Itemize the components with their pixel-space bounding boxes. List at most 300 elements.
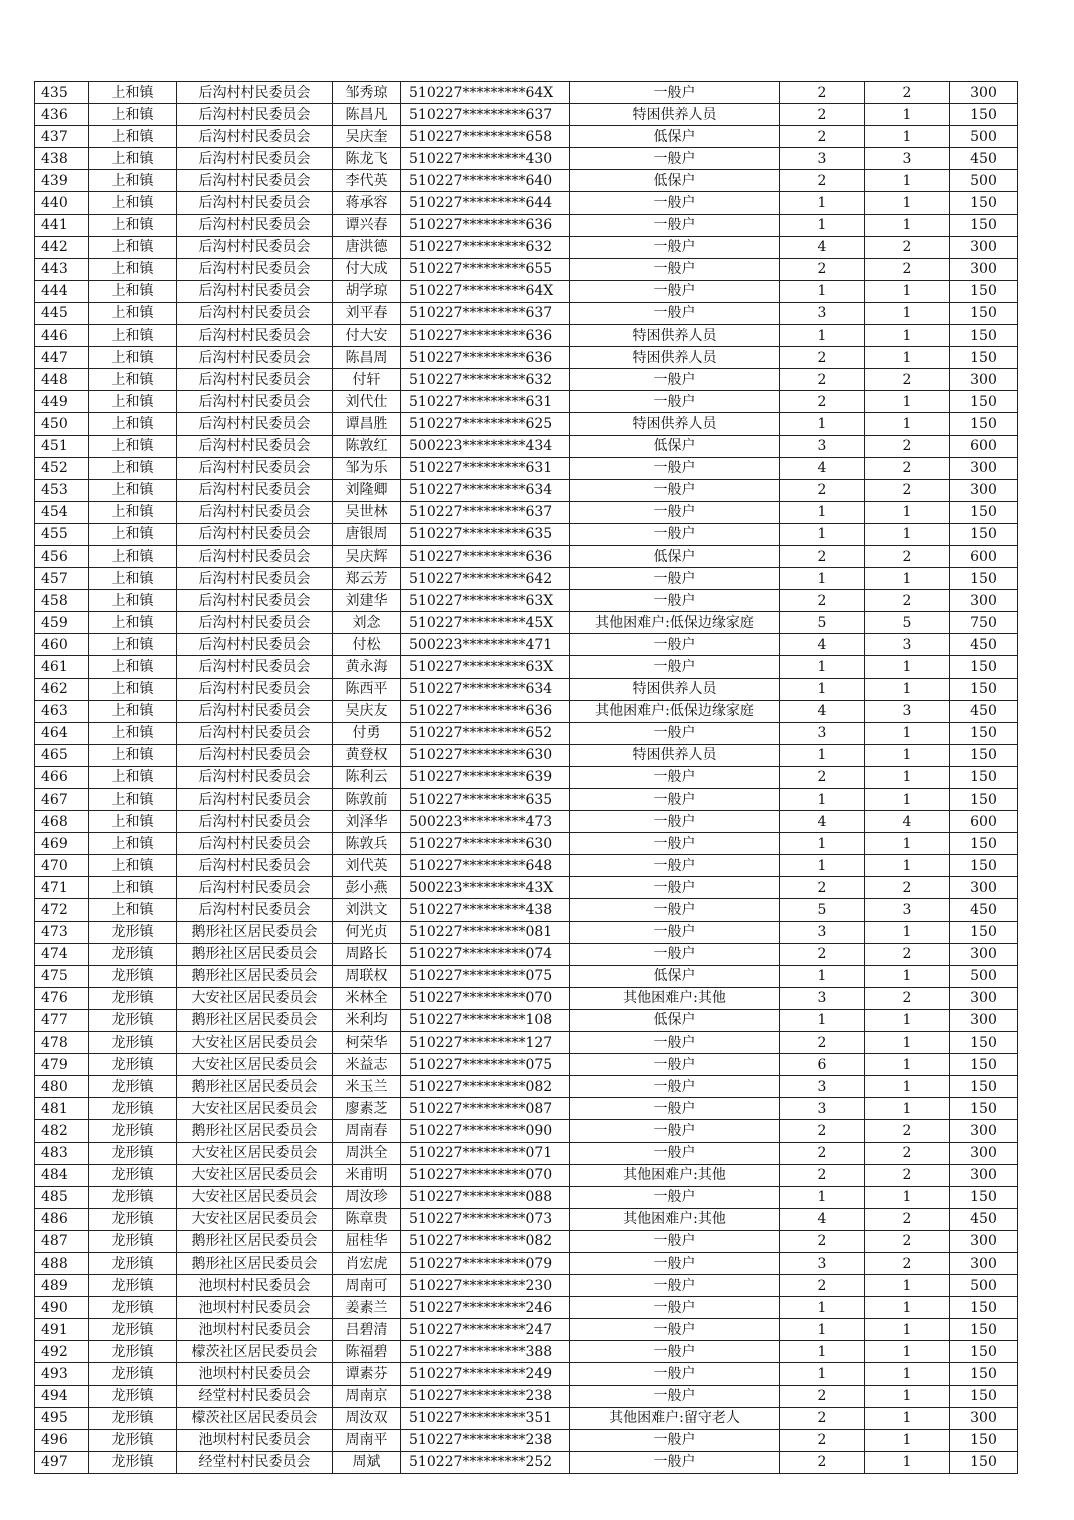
- member-count-cell: 1: [865, 678, 950, 700]
- table-row: [35, 1120, 1018, 1142]
- household-size-cell: 1: [780, 1341, 865, 1363]
- household-name-cell: 刘建华: [333, 590, 401, 612]
- village-committee-cell: 池坝村村民委员会: [177, 1297, 333, 1319]
- table-row: [35, 1186, 1018, 1208]
- household-type-cell: 一般户: [570, 1252, 780, 1274]
- village-committee-cell: 后沟村村民委员会: [177, 568, 333, 590]
- household-name-cell: 周联权: [333, 965, 401, 987]
- member-count-cell: 1: [865, 766, 950, 788]
- amount-cell: 150: [950, 766, 1018, 788]
- member-count-cell: 1: [865, 104, 950, 126]
- village-committee-cell: 池坝村村民委员会: [177, 1429, 333, 1451]
- table-row: [35, 1208, 1018, 1230]
- household-name-cell: 陈利云: [333, 766, 401, 788]
- member-count-cell: 2: [865, 457, 950, 479]
- table-row: [35, 833, 1018, 855]
- town-cell: 上和镇: [89, 258, 177, 280]
- table-row: [35, 523, 1018, 545]
- table-row: [35, 634, 1018, 656]
- household-type-cell: 一般户: [570, 943, 780, 965]
- town-cell: 上和镇: [89, 369, 177, 391]
- household-name-cell: 刘洪文: [333, 899, 401, 921]
- id-number-cell: 510227*********631: [401, 391, 570, 413]
- row-number-cell: 459: [35, 612, 89, 634]
- village-committee-cell: 大安社区居民委员会: [177, 987, 333, 1009]
- amount-cell: 450: [950, 1208, 1018, 1230]
- household-name-cell: 陈敦前: [333, 789, 401, 811]
- town-cell: 上和镇: [89, 192, 177, 214]
- town-cell: 上和镇: [89, 678, 177, 700]
- table-row: [35, 1363, 1018, 1385]
- member-count-cell: 2: [865, 1208, 950, 1230]
- town-cell: 龙形镇: [89, 1297, 177, 1319]
- village-committee-cell: 后沟村村民委员会: [177, 391, 333, 413]
- id-number-cell: 510227*********625: [401, 413, 570, 435]
- amount-cell: 150: [950, 1341, 1018, 1363]
- row-number-cell: 442: [35, 236, 89, 258]
- table-row: [35, 302, 1018, 324]
- id-number-cell: 510227*********073: [401, 1208, 570, 1230]
- row-number-cell: 482: [35, 1120, 89, 1142]
- town-cell: 龙形镇: [89, 1252, 177, 1274]
- id-number-cell: 510227*********430: [401, 148, 570, 170]
- row-number-cell: 449: [35, 391, 89, 413]
- amount-cell: 150: [950, 104, 1018, 126]
- household-size-cell: 2: [780, 1429, 865, 1451]
- member-count-cell: 2: [865, 236, 950, 258]
- town-cell: 龙形镇: [89, 1164, 177, 1186]
- village-committee-cell: 后沟村村民委员会: [177, 656, 333, 678]
- amount-cell: 300: [950, 236, 1018, 258]
- amount-cell: 450: [950, 148, 1018, 170]
- household-size-cell: 2: [780, 82, 865, 104]
- village-committee-cell: 后沟村村民委员会: [177, 833, 333, 855]
- member-count-cell: 1: [865, 855, 950, 877]
- amount-cell: 300: [950, 258, 1018, 280]
- id-number-cell: 510227*********644: [401, 192, 570, 214]
- amount-cell: 150: [950, 302, 1018, 324]
- amount-cell: 150: [950, 501, 1018, 523]
- amount-cell: 300: [950, 1230, 1018, 1252]
- household-name-cell: 米利均: [333, 1009, 401, 1031]
- household-size-cell: 4: [780, 811, 865, 833]
- row-number-cell: 466: [35, 766, 89, 788]
- household-type-cell: 低保户: [570, 545, 780, 567]
- household-name-cell: 米玉兰: [333, 1076, 401, 1098]
- town-cell: 上和镇: [89, 148, 177, 170]
- village-committee-cell: 后沟村村民委员会: [177, 435, 333, 457]
- household-type-cell: 一般户: [570, 1385, 780, 1407]
- town-cell: 上和镇: [89, 391, 177, 413]
- household-type-cell: 一般户: [570, 634, 780, 656]
- id-number-cell: 510227*********63X: [401, 656, 570, 678]
- household-name-cell: 黄永海: [333, 656, 401, 678]
- household-name-cell: 陈敦红: [333, 435, 401, 457]
- household-name-cell: 周南京: [333, 1385, 401, 1407]
- household-size-cell: 1: [780, 744, 865, 766]
- household-type-cell: 一般户: [570, 1098, 780, 1120]
- town-cell: 龙形镇: [89, 1230, 177, 1252]
- table-row: [35, 391, 1018, 413]
- village-committee-cell: 大安社区居民委员会: [177, 1186, 333, 1208]
- table-row: [35, 1098, 1018, 1120]
- amount-cell: 600: [950, 435, 1018, 457]
- table-row: [35, 987, 1018, 1009]
- household-type-cell: 一般户: [570, 568, 780, 590]
- household-type-cell: 其他困难户:低保边缘家庭: [570, 612, 780, 634]
- amount-cell: 500: [950, 1275, 1018, 1297]
- row-number-cell: 485: [35, 1186, 89, 1208]
- row-number-cell: 484: [35, 1164, 89, 1186]
- table-row: [35, 1341, 1018, 1363]
- town-cell: 上和镇: [89, 325, 177, 347]
- household-type-cell: 其他困难户:其他: [570, 1208, 780, 1230]
- member-count-cell: 1: [865, 391, 950, 413]
- village-committee-cell: 鹅形社区居民委员会: [177, 921, 333, 943]
- row-number-cell: 483: [35, 1142, 89, 1164]
- table-row: [35, 1142, 1018, 1164]
- amount-cell: 150: [950, 1076, 1018, 1098]
- household-size-cell: 3: [780, 722, 865, 744]
- amount-cell: 600: [950, 545, 1018, 567]
- household-name-cell: 唐洪德: [333, 236, 401, 258]
- row-number-cell: 452: [35, 457, 89, 479]
- table-row: [35, 612, 1018, 634]
- table-row: [35, 545, 1018, 567]
- household-name-cell: 唐银周: [333, 523, 401, 545]
- row-number-cell: 488: [35, 1252, 89, 1274]
- row-number-cell: 440: [35, 192, 89, 214]
- member-count-cell: 1: [865, 833, 950, 855]
- id-number-cell: 510227*********631: [401, 457, 570, 479]
- row-number-cell: 490: [35, 1297, 89, 1319]
- town-cell: 上和镇: [89, 214, 177, 236]
- table-row: [35, 413, 1018, 435]
- household-name-cell: 刘念: [333, 612, 401, 634]
- member-count-cell: 1: [865, 413, 950, 435]
- table-row: [35, 766, 1018, 788]
- row-number-cell: 464: [35, 722, 89, 744]
- id-number-cell: 510227*********075: [401, 1054, 570, 1076]
- household-size-cell: 1: [780, 501, 865, 523]
- household-size-cell: 3: [780, 302, 865, 324]
- id-number-cell: 510227*********636: [401, 347, 570, 369]
- household-size-cell: 1: [780, 413, 865, 435]
- village-committee-cell: 后沟村村民委员会: [177, 590, 333, 612]
- amount-cell: 150: [950, 1451, 1018, 1473]
- household-size-cell: 2: [780, 170, 865, 192]
- household-name-cell: 吴世林: [333, 501, 401, 523]
- village-committee-cell: 鹅形社区居民委员会: [177, 1009, 333, 1031]
- id-number-cell: 510227*********127: [401, 1032, 570, 1054]
- amount-cell: 150: [950, 1098, 1018, 1120]
- household-name-cell: 陈昌周: [333, 347, 401, 369]
- town-cell: 上和镇: [89, 833, 177, 855]
- id-number-cell: 510227*********658: [401, 126, 570, 148]
- household-name-cell: 黄登权: [333, 744, 401, 766]
- household-type-cell: 一般户: [570, 192, 780, 214]
- household-type-cell: 特困供养人员: [570, 678, 780, 700]
- row-number-cell: 474: [35, 943, 89, 965]
- village-committee-cell: 后沟村村民委员会: [177, 280, 333, 302]
- member-count-cell: 2: [865, 877, 950, 899]
- amount-cell: 150: [950, 214, 1018, 236]
- town-cell: 上和镇: [89, 899, 177, 921]
- village-committee-cell: 后沟村村民委员会: [177, 479, 333, 501]
- household-name-cell: 米甫明: [333, 1164, 401, 1186]
- town-cell: 上和镇: [89, 744, 177, 766]
- amount-cell: 150: [950, 325, 1018, 347]
- household-name-cell: 吴庆辉: [333, 545, 401, 567]
- village-committee-cell: 后沟村村民委员会: [177, 170, 333, 192]
- row-number-cell: 448: [35, 369, 89, 391]
- row-number-cell: 497: [35, 1451, 89, 1473]
- household-size-cell: 4: [780, 634, 865, 656]
- amount-cell: 300: [950, 479, 1018, 501]
- table-row: [35, 192, 1018, 214]
- household-type-cell: 一般户: [570, 457, 780, 479]
- town-cell: 上和镇: [89, 722, 177, 744]
- member-count-cell: 2: [865, 545, 950, 567]
- town-cell: 龙形镇: [89, 1009, 177, 1031]
- village-committee-cell: 后沟村村民委员会: [177, 126, 333, 148]
- household-size-cell: 2: [780, 479, 865, 501]
- household-size-cell: 4: [780, 236, 865, 258]
- town-cell: 龙形镇: [89, 1186, 177, 1208]
- household-type-cell: 一般户: [570, 766, 780, 788]
- amount-cell: 500: [950, 126, 1018, 148]
- row-number-cell: 477: [35, 1009, 89, 1031]
- row-number-cell: 456: [35, 545, 89, 567]
- town-cell: 上和镇: [89, 501, 177, 523]
- row-number-cell: 457: [35, 568, 89, 590]
- member-count-cell: 2: [865, 1164, 950, 1186]
- household-size-cell: 1: [780, 1186, 865, 1208]
- household-name-cell: 陈敦兵: [333, 833, 401, 855]
- id-number-cell: 510227*********438: [401, 899, 570, 921]
- town-cell: 龙形镇: [89, 1275, 177, 1297]
- row-number-cell: 472: [35, 899, 89, 921]
- table-row: [35, 921, 1018, 943]
- household-size-cell: 2: [780, 1407, 865, 1429]
- table-row: [35, 1009, 1018, 1031]
- table-row: [35, 1076, 1018, 1098]
- household-type-cell: 一般户: [570, 921, 780, 943]
- member-count-cell: 1: [865, 1429, 950, 1451]
- id-number-cell: 510227*********074: [401, 943, 570, 965]
- table-row: [35, 1032, 1018, 1054]
- town-cell: 上和镇: [89, 82, 177, 104]
- id-number-cell: 510227*********632: [401, 236, 570, 258]
- table-row: [35, 104, 1018, 126]
- amount-cell: 750: [950, 612, 1018, 634]
- amount-cell: 450: [950, 700, 1018, 722]
- id-number-cell: 510227*********637: [401, 302, 570, 324]
- member-count-cell: 1: [865, 965, 950, 987]
- id-number-cell: 510227*********082: [401, 1230, 570, 1252]
- village-committee-cell: 后沟村村民委员会: [177, 457, 333, 479]
- town-cell: 龙形镇: [89, 1120, 177, 1142]
- member-count-cell: 1: [865, 568, 950, 590]
- id-number-cell: 510227*********637: [401, 501, 570, 523]
- amount-cell: 150: [950, 1032, 1018, 1054]
- amount-cell: 150: [950, 1429, 1018, 1451]
- amount-cell: 300: [950, 82, 1018, 104]
- row-number-cell: 468: [35, 811, 89, 833]
- member-count-cell: 2: [865, 590, 950, 612]
- household-type-cell: 其他困难户:其他: [570, 987, 780, 1009]
- household-type-cell: 一般户: [570, 391, 780, 413]
- household-name-cell: 吕碧清: [333, 1319, 401, 1341]
- town-cell: 上和镇: [89, 590, 177, 612]
- table-row: [35, 435, 1018, 457]
- row-number-cell: 441: [35, 214, 89, 236]
- village-committee-cell: 鹅形社区居民委员会: [177, 1120, 333, 1142]
- row-number-cell: 463: [35, 700, 89, 722]
- household-size-cell: 3: [780, 1098, 865, 1120]
- household-type-cell: 一般户: [570, 148, 780, 170]
- household-name-cell: 陈章贵: [333, 1208, 401, 1230]
- town-cell: 上和镇: [89, 545, 177, 567]
- household-name-cell: 谭素芬: [333, 1363, 401, 1385]
- table-row: [35, 1407, 1018, 1429]
- table-row: [35, 678, 1018, 700]
- table-row: [35, 1429, 1018, 1451]
- household-type-cell: 特困供养人员: [570, 325, 780, 347]
- village-committee-cell: 后沟村村民委员会: [177, 236, 333, 258]
- id-number-cell: 510227*********081: [401, 921, 570, 943]
- id-number-cell: 510227*********642: [401, 568, 570, 590]
- town-cell: 上和镇: [89, 435, 177, 457]
- member-count-cell: 3: [865, 634, 950, 656]
- table-row: [35, 148, 1018, 170]
- member-count-cell: 1: [865, 789, 950, 811]
- town-cell: 龙形镇: [89, 1451, 177, 1473]
- household-type-cell: 低保户: [570, 435, 780, 457]
- table-row: [35, 590, 1018, 612]
- village-committee-cell: 后沟村村民委员会: [177, 501, 333, 523]
- town-cell: 上和镇: [89, 280, 177, 302]
- amount-cell: 300: [950, 457, 1018, 479]
- household-size-cell: 2: [780, 877, 865, 899]
- household-type-cell: 特困供养人员: [570, 744, 780, 766]
- village-committee-cell: 后沟村村民委员会: [177, 258, 333, 280]
- village-committee-cell: 后沟村村民委员会: [177, 634, 333, 656]
- table-row: [35, 170, 1018, 192]
- row-number-cell: 476: [35, 987, 89, 1009]
- amount-cell: 150: [950, 833, 1018, 855]
- amount-cell: 300: [950, 987, 1018, 1009]
- row-number-cell: 489: [35, 1275, 89, 1297]
- row-number-cell: 450: [35, 413, 89, 435]
- id-number-cell: 510227*********351: [401, 1407, 570, 1429]
- household-name-cell: 姜素兰: [333, 1297, 401, 1319]
- table-row: [35, 1385, 1018, 1407]
- town-cell: 上和镇: [89, 523, 177, 545]
- household-name-cell: 蒋承容: [333, 192, 401, 214]
- household-size-cell: 1: [780, 833, 865, 855]
- amount-cell: 150: [950, 744, 1018, 766]
- id-number-cell: 510227*********238: [401, 1429, 570, 1451]
- id-number-cell: 510227*********247: [401, 1319, 570, 1341]
- household-size-cell: 1: [780, 523, 865, 545]
- household-type-cell: 一般户: [570, 789, 780, 811]
- household-name-cell: 周南可: [333, 1275, 401, 1297]
- table-row: [35, 965, 1018, 987]
- table-row: [35, 877, 1018, 899]
- village-committee-cell: 后沟村村民委员会: [177, 612, 333, 634]
- village-committee-cell: 后沟村村民委员会: [177, 789, 333, 811]
- table-row: [35, 1319, 1018, 1341]
- household-name-cell: 胡学琼: [333, 280, 401, 302]
- household-type-cell: 一般户: [570, 1319, 780, 1341]
- amount-cell: 150: [950, 855, 1018, 877]
- household-type-cell: 一般户: [570, 236, 780, 258]
- household-name-cell: 屈桂华: [333, 1230, 401, 1252]
- amount-cell: 450: [950, 899, 1018, 921]
- household-type-cell: 一般户: [570, 855, 780, 877]
- household-size-cell: 3: [780, 435, 865, 457]
- village-committee-cell: 后沟村村民委员会: [177, 811, 333, 833]
- household-name-cell: 付轩: [333, 369, 401, 391]
- household-name-cell: 刘平春: [333, 302, 401, 324]
- amount-cell: 150: [950, 192, 1018, 214]
- member-count-cell: 1: [865, 1297, 950, 1319]
- town-cell: 龙形镇: [89, 1098, 177, 1120]
- household-type-cell: 一般户: [570, 1429, 780, 1451]
- village-committee-cell: 后沟村村民委员会: [177, 722, 333, 744]
- amount-cell: 150: [950, 568, 1018, 590]
- id-number-cell: 510227*********636: [401, 545, 570, 567]
- amount-cell: 450: [950, 634, 1018, 656]
- village-committee-cell: 大安社区居民委员会: [177, 1054, 333, 1076]
- member-count-cell: 1: [865, 1363, 950, 1385]
- household-size-cell: 2: [780, 1385, 865, 1407]
- household-type-cell: 一般户: [570, 280, 780, 302]
- household-type-cell: 一般户: [570, 258, 780, 280]
- member-count-cell: 1: [865, 1076, 950, 1098]
- row-number-cell: 445: [35, 302, 89, 324]
- id-number-cell: 510227*********637: [401, 104, 570, 126]
- town-cell: 上和镇: [89, 766, 177, 788]
- row-number-cell: 435: [35, 82, 89, 104]
- town-cell: 上和镇: [89, 568, 177, 590]
- id-number-cell: 510227*********634: [401, 479, 570, 501]
- row-number-cell: 447: [35, 347, 89, 369]
- id-number-cell: 510227*********64X: [401, 82, 570, 104]
- household-name-cell: 邹秀琼: [333, 82, 401, 104]
- household-size-cell: 2: [780, 104, 865, 126]
- household-size-cell: 3: [780, 921, 865, 943]
- table-row: [35, 479, 1018, 501]
- village-committee-cell: 后沟村村民委员会: [177, 82, 333, 104]
- household-type-cell: 一般户: [570, 1275, 780, 1297]
- household-type-cell: 一般户: [570, 523, 780, 545]
- amount-cell: 150: [950, 1186, 1018, 1208]
- id-number-cell: 510227*********246: [401, 1297, 570, 1319]
- row-number-cell: 493: [35, 1363, 89, 1385]
- household-type-cell: 一般户: [570, 1032, 780, 1054]
- household-size-cell: 1: [780, 1297, 865, 1319]
- row-number-cell: 495: [35, 1407, 89, 1429]
- household-size-cell: 3: [780, 148, 865, 170]
- household-type-cell: 一般户: [570, 1341, 780, 1363]
- amount-cell: 150: [950, 656, 1018, 678]
- village-committee-cell: 后沟村村民委员会: [177, 744, 333, 766]
- household-name-cell: 付大安: [333, 325, 401, 347]
- id-number-cell: 500223*********471: [401, 634, 570, 656]
- row-number-cell: 475: [35, 965, 89, 987]
